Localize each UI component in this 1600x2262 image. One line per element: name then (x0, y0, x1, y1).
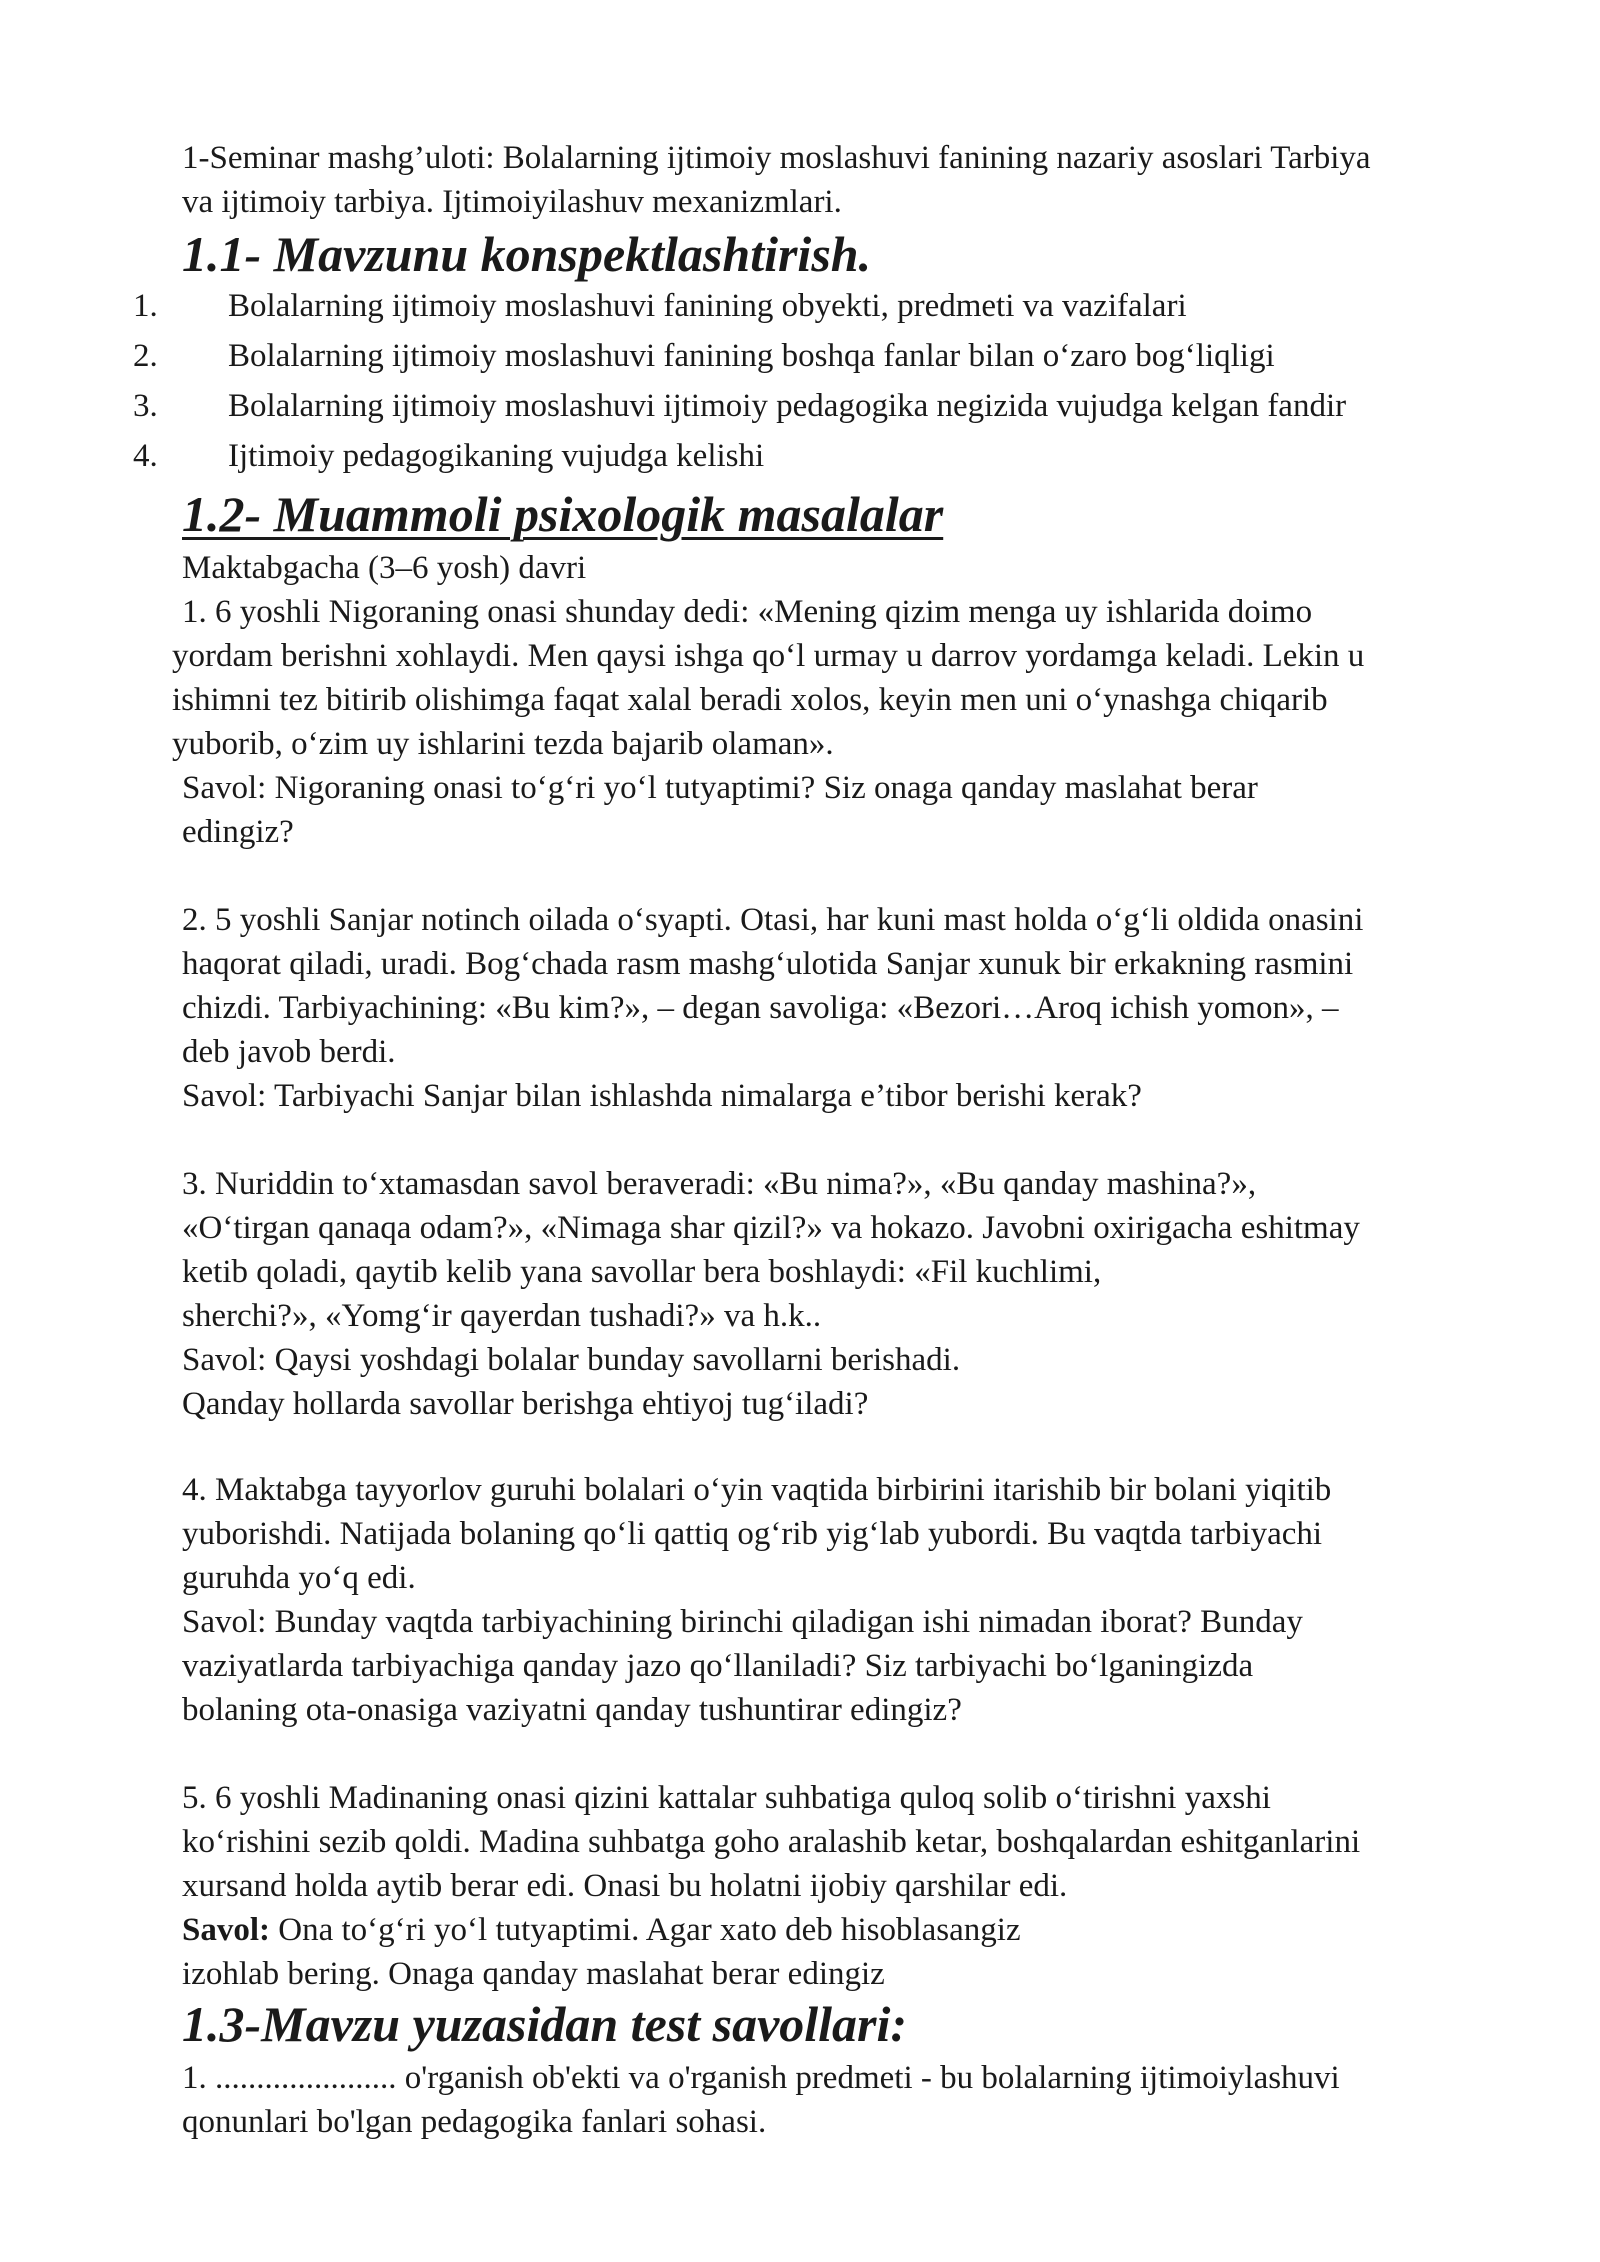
intro-line-1: 1-Seminar mashg’uloti: Bolalarning ijtimoiy moslashuvi fanining nazariy asoslari Tarbiya (182, 140, 1371, 176)
case-1-line: yuborib, o‘zim uy ishlarini tezda bajarib olaman». (172, 726, 834, 762)
case-2-question: Savol: Tarbiyachi Sanjar bilan ishlashda nimalarga e’tibor berishi kerak? (182, 1078, 1142, 1114)
case-4-line: 4. Maktabga tayyorlov guruhi bolalari o‘yin vaqtida birbirini itarishib bir bolani yiqitib (182, 1472, 1332, 1508)
case-2-line: 2. 5 yoshli Sanjar notinch oilada o‘syapti. Otasi, har kuni mast holda o‘g‘li oldida onasini (182, 902, 1364, 938)
list-item-number: 1. (133, 288, 158, 324)
case-4-line: guruhda yo‘q edi. (182, 1560, 416, 1596)
test-question-line: 1. ...................... o'rganish ob'ekti va o'rganish predmeti - bu bolalarning ijtimoiylashuvi (182, 2060, 1340, 2096)
case-4-question: vaziyatlarda tarbiyachiga qanday jazo qo‘llaniladi? Siz tarbiyachi bo‘lganingizda (182, 1648, 1254, 1684)
case-1-line: yordam berishni xohlaydi. Men qaysi ishga qo‘l urmay u darrov yordamga keladi. Lekin u (172, 638, 1365, 674)
case-5-line: 5. 6 yoshli Madinaning onasi qizini kattalar suhbatiga quloq solib o‘tirishni yaxshi (182, 1780, 1271, 1816)
case-4-question: Savol: Bunday vaqtda tarbiyachining birinchi qiladigan ishi nimadan iborat? Bunday (182, 1604, 1303, 1640)
case-3-line: 3. Nuriddin to‘xtamasdan savol beraveradi: «Bu nima?», «Bu qanday mashina?», (182, 1166, 1257, 1202)
case-5-question: izohlab bering. Onaga qanday maslahat berar edingiz (182, 1956, 885, 1992)
section-3-title: 1.3-Mavzu yuzasidan test savollari: (182, 1996, 908, 2052)
question-label: Savol: (182, 1912, 271, 1948)
case-1-line: ishimni tez bitirib olishimga faqat xalal beradi xolos, keyin men uni o‘ynashga chiqarib (172, 682, 1328, 718)
case-5-line: ko‘rishini sezib qoldi. Madina suhbatga goho aralashib ketar, boshqalardan eshitganlarini (182, 1824, 1361, 1860)
case-3-line: ketib qoladi, qaytib kelib yana savollar bera boshlaydi: «Fil kuchlimi, (182, 1254, 1102, 1290)
case-3-line: «O‘tirgan qanaqa odam?», «Nimaga shar qizil?» va hokazo. Javobni oxirigacha eshitmay (182, 1210, 1360, 1246)
list-item: Bolalarning ijtimoiy moslashuvi fanining boshqa fanlar bilan o‘zaro bog‘liqligi (228, 338, 1275, 374)
case-3-line: sherchi?», «Yomg‘ir qayerdan tushadi?» va h.k.. (182, 1298, 822, 1334)
case-4-line: yuborishdi. Natijada bolaning qo‘li qattiq og‘rib yig‘lab yubordi. Bu vaqtda tarbiyachi (182, 1516, 1323, 1552)
case-1-line: 1. 6 yoshli Nigoraning onasi shunday dedi: «Mening qizim menga uy ishlarida doimo (182, 594, 1313, 630)
case-2-line: haqorat qiladi, uradi. Bog‘chada rasm mashg‘ulotida Sanjar xunuk bir erkakning rasmini (182, 946, 1354, 982)
period-label: Maktabgacha (3–6 yosh) davri (182, 550, 587, 586)
case-3-question: Qanday hollarda savollar berishga ehtiyoj tug‘iladi? (182, 1386, 869, 1422)
list-item: Bolalarning ijtimoiy moslashuvi fanining obyekti, predmeti va vazifalari (228, 288, 1187, 324)
list-item: Bolalarning ijtimoiy moslashuvi ijtimoiy pedagogika negizida vujudga kelgan fandir (228, 388, 1347, 424)
case-1-question: Savol: Nigoraning onasi to‘g‘ri yo‘l tutyaptimi? Siz onaga qanday maslahat berar (182, 770, 1258, 806)
case-3-question: Savol: Qaysi yoshdagi bolalar bunday savollarni berishadi. (182, 1342, 961, 1378)
list-item-number: 2. (133, 338, 158, 374)
test-question-line: qonunlari bo'lgan pedagogika fanlari sohasi. (182, 2104, 767, 2140)
case-4-question: bolaning ota-onasiga vaziyatni qanday tushuntirar edingiz? (182, 1692, 962, 1728)
case-5-line: xursand holda aytib berar edi. Onasi bu holatni ijobiy qarshilar edi. (182, 1868, 1068, 1904)
case-5-question (182, 1908, 1021, 1952)
case-1-question: edingiz? (182, 814, 294, 850)
case-2-line: chizdi. Tarbiyachining: «Bu kim?», – degan savoliga: «Bezori…Aroq ichish yomon», – (182, 990, 1339, 1026)
question-text: Ona to‘g‘ri yo‘l tutyaptimi. Agar xato deb hisoblasangiz (270, 1912, 1021, 1948)
section-2-title: 1.2- Muammoli psixologik masalalar (182, 486, 944, 542)
section-1-title: 1.1- Mavzunu konspektlashtirish. (182, 226, 872, 282)
case-2-line: deb javob berdi. (182, 1034, 396, 1070)
list-item: Ijtimoiy pedagogikaning vujudga kelishi (228, 438, 765, 474)
intro-line-2: va ijtimoiy tarbiya. Ijtimoiyilashuv mexanizmlari. (182, 184, 842, 220)
list-item-number: 3. (133, 388, 158, 424)
list-item-number: 4. (133, 438, 158, 474)
